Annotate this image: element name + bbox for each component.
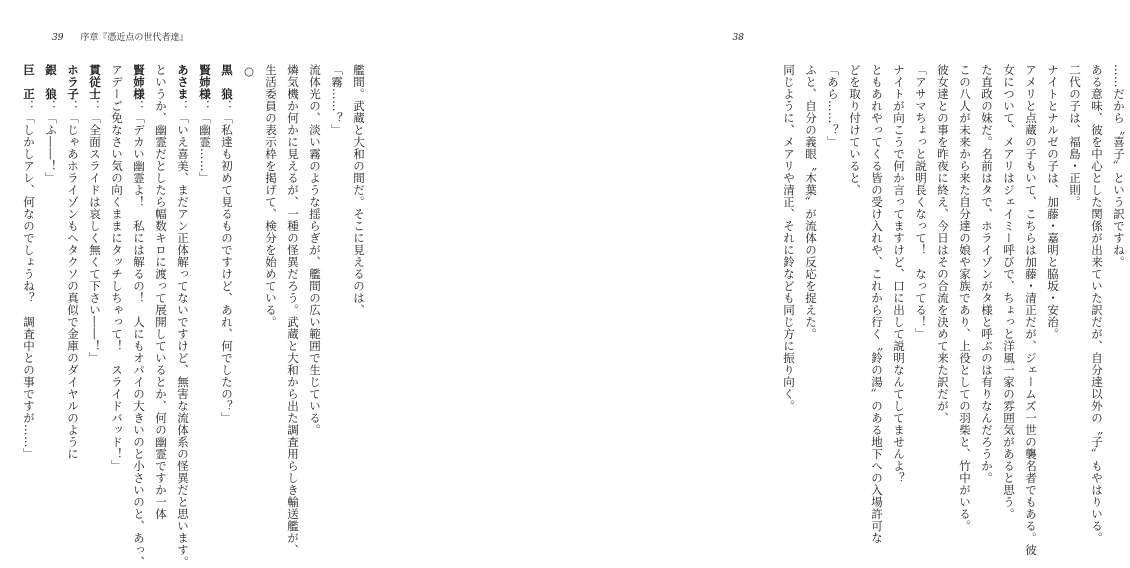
dialogue-line: あさま：「いえ喜美、まだアン正体解ってないですけど、無害な流体系の怪異だと思います。: [176, 64, 190, 568]
speaker-name: 賢姉様: [198, 64, 212, 100]
speaker-name: 銀 狼: [44, 64, 58, 100]
dialogue-text: 「私達も初めて見るものですけど、あれ、何でしたの？」: [220, 112, 234, 424]
left-page: [0, 0, 400, 568]
dialogue-continuation: [150, 64, 172, 534]
dialogue-text: 「しかしアレ、何なのでしょうね？ 調査中との事ですが……」: [22, 112, 36, 460]
paragraph-line: ……だから〝喜子〟という訳ですね。: [1112, 64, 1126, 268]
narration-line: 「霧……？」: [330, 64, 344, 136]
paragraph-line: どを取り付けていると、: [848, 64, 862, 196]
paragraph-line: ナイトとナルゼの子は、加藤・嘉明と脇坂・安治。: [1046, 64, 1060, 340]
left-page-header: [52, 32, 188, 44]
paragraph-line: 同じように、メアリや清正、それに鈴なども同じ方に振り向く。: [782, 64, 796, 412]
dialogue-text: 「ふ――！」: [44, 112, 58, 184]
dialogue-text: 「じゃあホライゾンもヘタクソの真似で金庫のダイヤルのように: [66, 112, 80, 460]
paragraph-line: 彼女達との事を昨夜に終え、今日はその合流を決めて来た訳だが、: [936, 64, 950, 424]
dialogue-line: ホラ子：「じゃあホライゾンもヘタクソの真似で金庫のダイヤルのように: [66, 64, 80, 460]
left-page-body: [22, 64, 370, 568]
narration-line: 流体光の、淡い霧のような揺らぎが、艦間の広い範囲で生じている。: [308, 64, 322, 436]
dialogue-text: 「デカい幽霊よ！ 私には解るの！ 人にもオパイの大きいのと小さいのと、あっ、: [132, 112, 146, 568]
dialogue-line: 銀 狼：「ふ――！」: [44, 64, 58, 184]
paragraph-line: 女について、メアリはジェイミー呼びで、ちょっと洋風一家の雰囲気があると思う。: [1002, 64, 1016, 520]
dialogue-text: 「全面スライドは哀しく無くて下さい――！」: [88, 112, 102, 364]
dialogue-text: 「いえ喜美、まだアン正体解ってないですけど、無害な流体系の怪異だと思います。: [176, 112, 190, 568]
dialogue-continuation: [106, 64, 128, 534]
right-page-header: [733, 32, 744, 44]
paragraph-line: 「あら……？」: [826, 64, 840, 148]
speaker-name: 賢姉様: [132, 64, 146, 100]
chapter-title: 序章『憑近点の世代者達』: [80, 33, 189, 43]
dialogue-text: というか、幽霊だとしたら幅数キロに渡って展開しているとか、何の幽霊ですか一体: [154, 64, 168, 520]
paragraph-line: ある意味、彼を中心とした関係が出来ていた訳だが、自分達以外の〝子〟もやはりいる。: [1090, 64, 1104, 544]
paragraph-line: た直政の妹だ。名前はタで、ホライゾンがタ様と呼ぶのは有りなんだろうか。: [980, 64, 994, 484]
narration-line: 艦間。武蔵と大和の間だ。そこに見えるのは、: [352, 64, 366, 316]
speaker-name: 巨 正: [22, 64, 36, 100]
paragraph-line: ふと、自分の義眼〝木葉〟が流体の反応を捉えた。: [804, 64, 818, 340]
dialogue-text: アデーご免なさい気の向くままにタッチしちゃって！ スライドバッド！」: [110, 64, 124, 472]
speaker-name: 貫従士: [88, 64, 102, 100]
dialogue-line: 黒 狼：「私達も初めて見るものですけど、あれ、何でしたの？」: [220, 64, 234, 424]
dialogue-line: 賢姉様：「幽霊……」: [198, 64, 212, 184]
dialogue-line: 賢姉様：「デカい幽霊よ！ 私には解るの！ 人にもオパイの大きいのと小さいのと、あっ、: [132, 64, 146, 568]
speaker-name: 黒 狼: [220, 64, 234, 100]
dialogue-line: 貫従士：「全面スライドは哀しく無くて下さい――！」: [88, 64, 102, 364]
paragraph-line: アメリと点蔵の子もいて、こちらは加藤・清正だが、ジェームズ一世の襲名者でもある。彼: [1024, 64, 1038, 556]
narration-line: 生活委員の表示枠を掲げて、検分を始めている。: [264, 64, 278, 328]
page-number-right: 38: [732, 33, 744, 43]
paragraph-line: この八人が未来から来た自分達の娘や家族であり、上役としての羽柴と、竹中がいる。: [958, 64, 972, 532]
speaker-name: あさま: [176, 64, 190, 100]
paragraph-line: ナイトが向こうで何か言ってますけど、口に出して説明なんてしてませんよ？: [892, 64, 906, 484]
section-mark: ○: [242, 64, 256, 79]
paragraph-line: ともあれやってくる皆の受け入れや、これから行く〝鈴の湯〟のある地下への入場許可な: [870, 64, 884, 544]
paragraph-line: 「アサマちょっと説明長くなって！ なってる！」: [914, 64, 928, 340]
dialogue-text: 「幽霊……」: [198, 112, 212, 184]
narration-line: 燐気機か何かに見えるが、一種の怪異だろう。武蔵と大和から出た調査用らしき輸送艦が、: [286, 64, 300, 556]
paragraph-line: 二代の子は、福島・正則。: [1068, 64, 1082, 208]
dialogue-line: 巨 正：「しかしアレ、何なのでしょうね？ 調査中との事ですが……」: [22, 64, 36, 460]
right-page-body: [782, 64, 1130, 556]
page-number-left: 39: [52, 33, 64, 43]
right-page: [400, 0, 1126, 568]
speaker-name: ホラ子: [66, 64, 80, 100]
